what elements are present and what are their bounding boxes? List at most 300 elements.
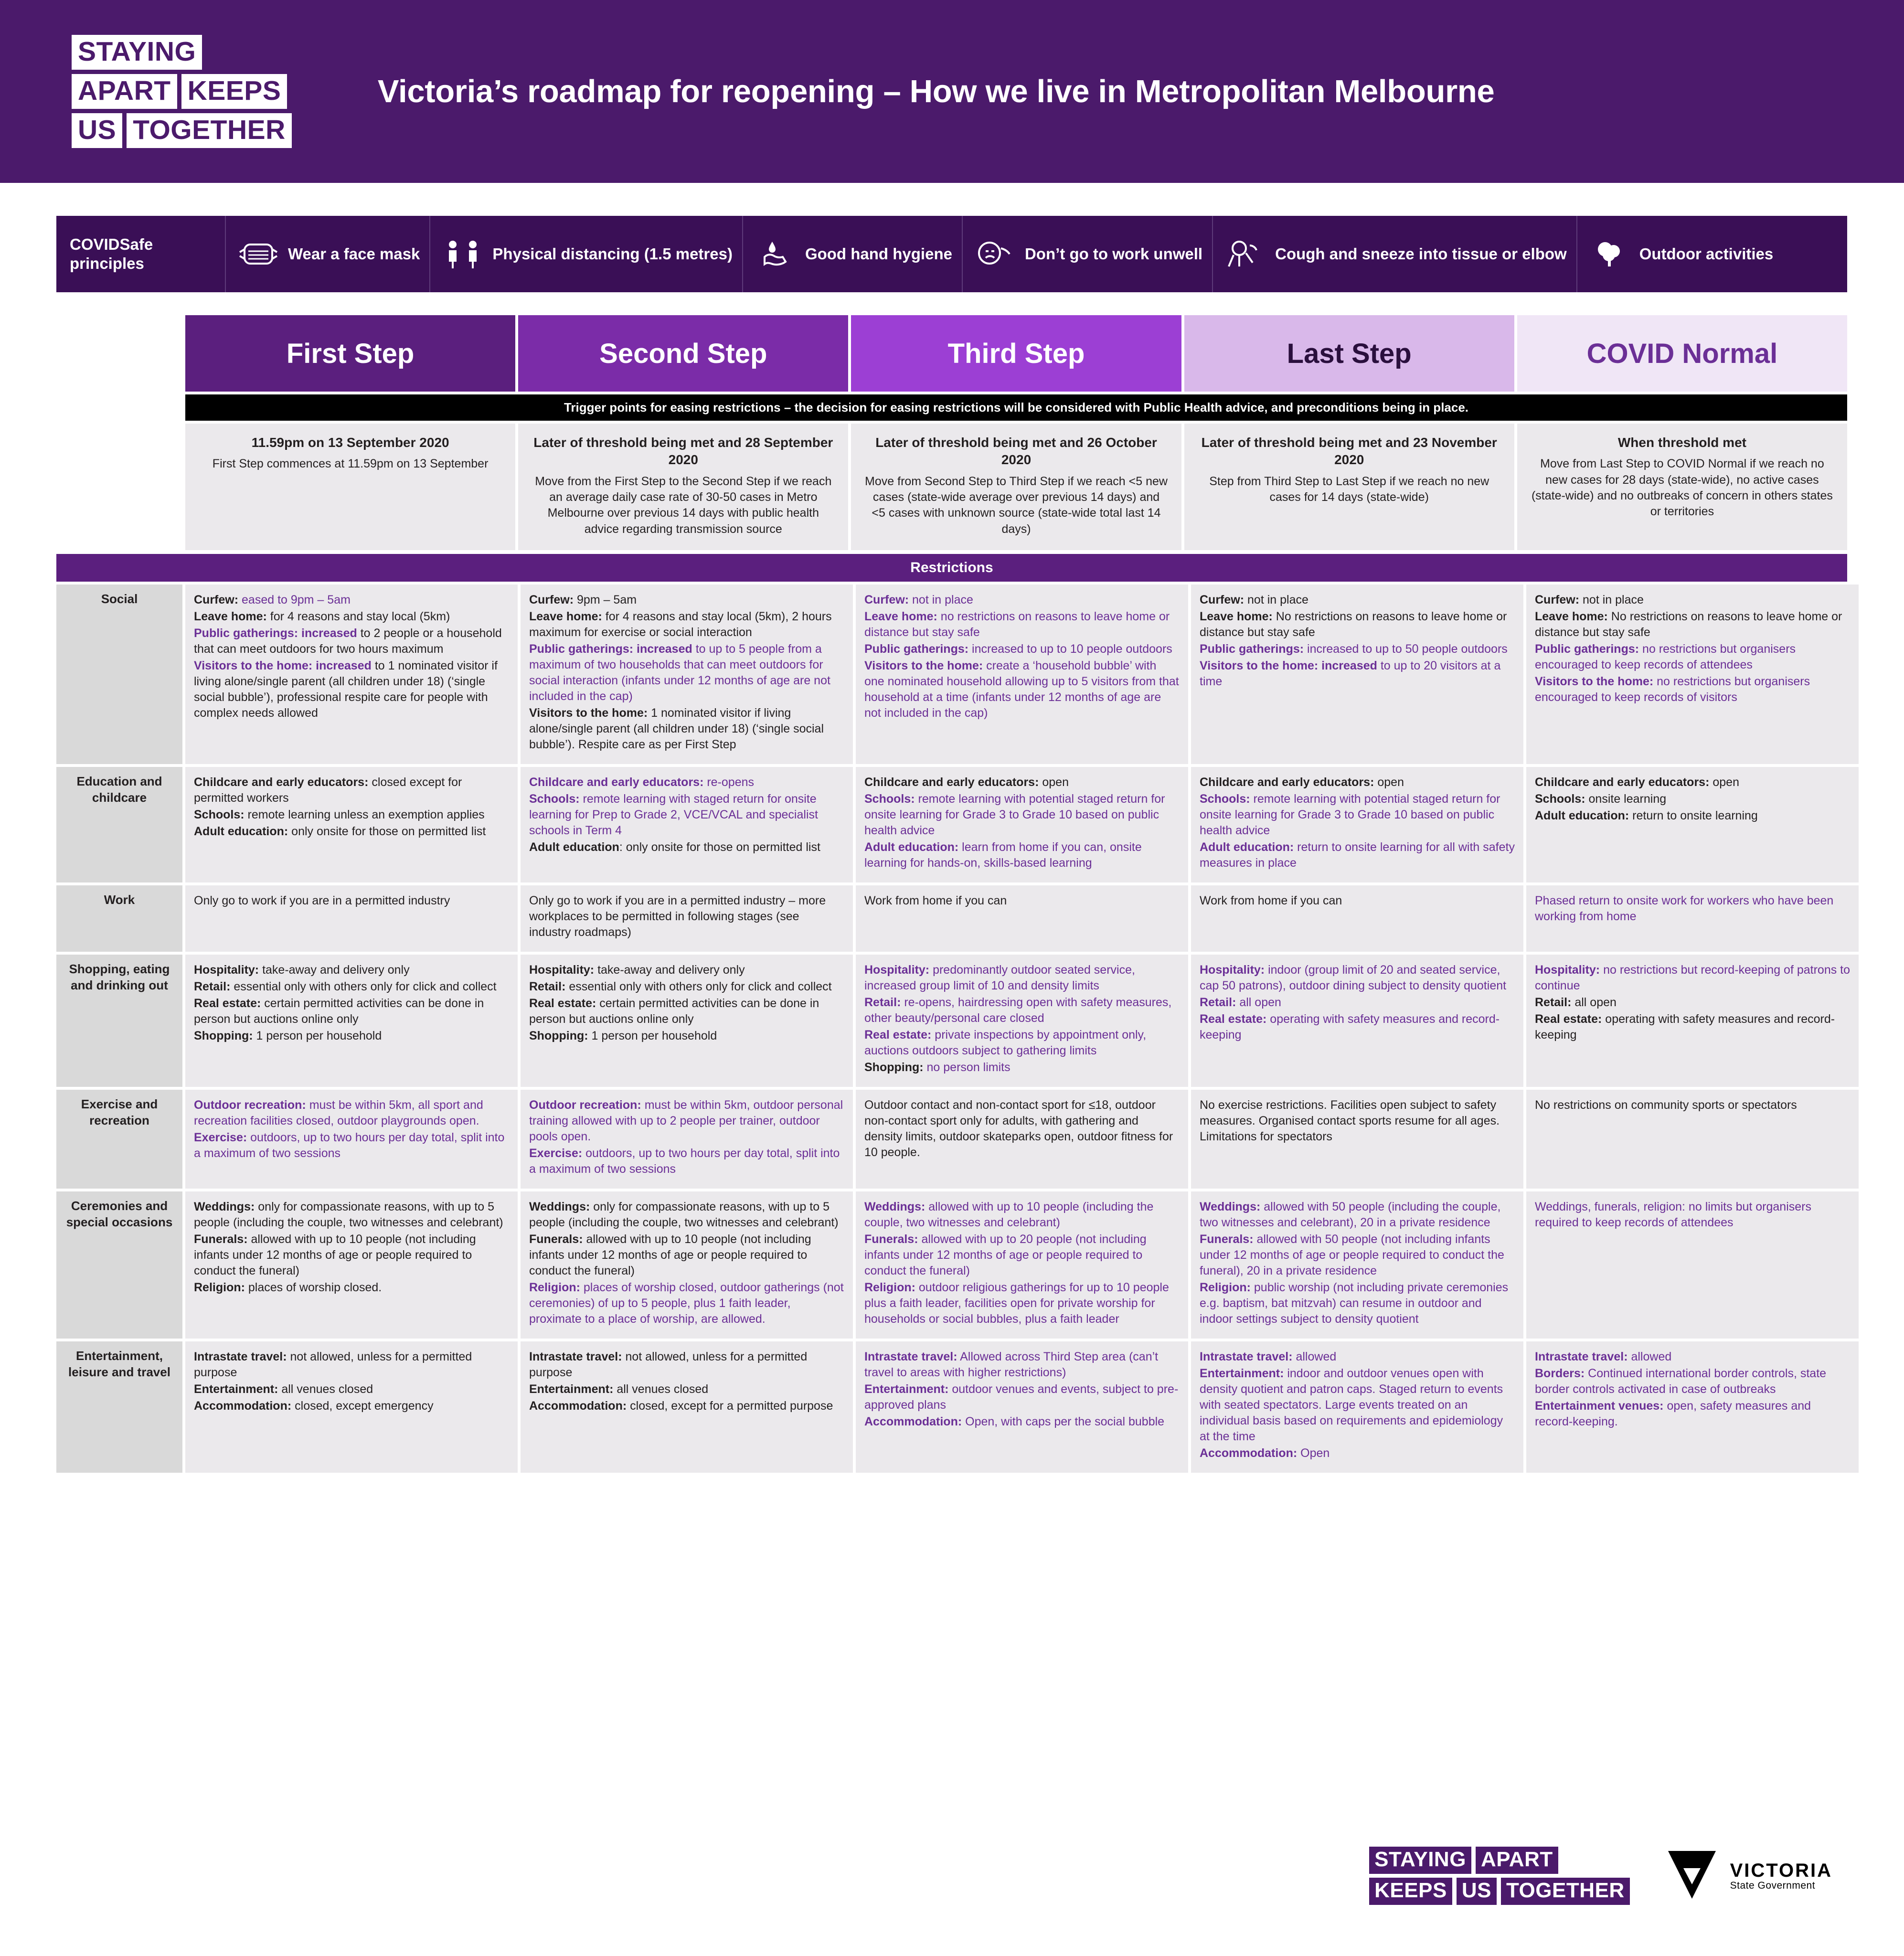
restriction-item-text: open <box>1039 776 1069 789</box>
restriction-item-text: closed, except emergency <box>291 1399 434 1413</box>
restriction-item <box>864 592 1180 608</box>
restriction-item-text: 1 person per household <box>253 1029 382 1042</box>
restriction-item <box>864 1060 1180 1075</box>
principle-label: Physical distancing (1.5 metres) <box>492 245 733 263</box>
restriction-item-text: No exercise restrictions. Facilities open subject to safety measures. Organised contact sports resume for all ages. Limitations for spectators <box>1200 1098 1500 1143</box>
outdoor-tree-icon <box>1587 239 1633 269</box>
restriction-row-shopping-eating-and-drinking-out <box>56 955 1851 1087</box>
restriction-item-label: Leave home: <box>1535 610 1608 623</box>
restriction-item-text: all venues closed <box>613 1382 709 1396</box>
restriction-item-label: Visitors to the home: increased <box>1200 659 1377 672</box>
restriction-item-label: Public gatherings: increased <box>529 642 692 656</box>
logo-word: STAYING <box>1369 1847 1471 1874</box>
restriction-item <box>529 1398 844 1414</box>
restriction-item-text: only for compassionate reasons, with up to 5 people (including the couple, two witnesses and celebrant) <box>194 1200 503 1229</box>
restriction-item-text: Open <box>1297 1446 1330 1460</box>
principle-label: Outdoor activities <box>1639 245 1774 263</box>
restriction-cell <box>1191 885 1523 952</box>
restriction-item-label: Visitors to the home: <box>1535 675 1654 688</box>
logo-row <box>72 113 292 148</box>
logo-row <box>1369 1847 1629 1874</box>
principle-label: Cough and sneeze into tissue or elbow <box>1275 245 1567 263</box>
restriction-item <box>529 1097 844 1145</box>
restriction-item-label: Real estate: <box>1200 1012 1267 1026</box>
restriction-item <box>194 1349 509 1381</box>
restriction-item-text: not in place <box>1244 593 1308 606</box>
restriction-item <box>1535 674 1850 705</box>
restriction-item-text: private inspections by appointment only, auctions outdoors subject to gathering limits <box>864 1028 1147 1057</box>
page-header <box>0 0 1904 183</box>
restriction-item <box>864 962 1180 994</box>
restriction-item <box>1200 658 1515 690</box>
restriction-cell <box>185 767 518 882</box>
restriction-item-text: Outdoor contact and non-contact sport for ≤18, outdoor non-contact sport only for adults, with gathering and density limits, outdoor skateparks open, outdoor fitness for 10 people. <box>864 1098 1173 1159</box>
restriction-item-label: Entertainment: <box>194 1382 278 1396</box>
restriction-item-text: to 1 nominated visitor if living alone/single parent (all children under 18) (‘single social bubble’), professional respite care for people with complex needs allowed <box>194 659 498 720</box>
restriction-row-work <box>56 885 1847 952</box>
restriction-item-label: Accommodation: <box>529 1399 627 1413</box>
restriction-item-text: allowed with up to 20 people (not including infants under 12 months of age or people required to conduct the funeral) <box>864 1233 1147 1277</box>
restriction-item <box>194 1097 509 1129</box>
restriction-item-text: outdoor venues and events, subject to pre-approved plans <box>864 1382 1179 1412</box>
restriction-item-label: Religion: <box>529 1281 580 1294</box>
restriction-item-text: 9pm – 5am <box>574 593 637 606</box>
restriction-cell <box>1526 1090 1859 1189</box>
restriction-item-text: places of worship closed, outdoor gatherings (not ceremonies) of up to 5 people, plus 1 faith leader, proximate to a place of worship, are allowed. <box>529 1281 844 1326</box>
restriction-item-label: Exercise: <box>194 1131 247 1144</box>
restriction-item <box>1200 995 1515 1010</box>
restriction-item-label: Intrastate travel: <box>1200 1350 1293 1363</box>
restriction-item-text: learn from home if you can, onsite learning for hands-on, skills-based learning <box>864 840 1142 870</box>
restriction-item-label: Accommodation: <box>864 1415 962 1428</box>
trigger-cell-covid-normal <box>1517 424 1847 550</box>
restriction-cell <box>521 1090 853 1189</box>
principle-face-mask <box>226 216 430 292</box>
row-label: Exercise and recreation <box>56 1090 182 1189</box>
restriction-cell <box>185 1090 518 1189</box>
restriction-item-text: certain permitted activities can be done in person but auctions online only <box>194 997 484 1026</box>
restriction-item <box>1535 1366 1850 1397</box>
restriction-cell <box>185 585 518 764</box>
restriction-item <box>864 840 1180 871</box>
restriction-item <box>1200 1097 1515 1145</box>
victoria-title: VICTORIA <box>1730 1860 1832 1881</box>
restriction-item <box>864 1097 1180 1160</box>
restriction-item-text: operating with safety measures and record-keeping <box>1535 1012 1835 1042</box>
restriction-item <box>194 1028 509 1044</box>
restriction-item <box>864 995 1180 1026</box>
restriction-cell <box>856 585 1188 764</box>
row-label: Education and childcare <box>56 767 182 882</box>
logo-row <box>72 35 292 70</box>
restriction-item-text: Only go to work if you are in a permitted industry – more workplaces to be permitted in following stages (see industry roadmaps) <box>529 894 826 939</box>
restriction-item-label: Real estate: <box>529 997 596 1010</box>
restriction-item-text: allowed <box>1627 1350 1672 1363</box>
step-header-third: Third Step <box>851 315 1181 392</box>
principle-physical-distancing <box>430 216 743 292</box>
restriction-item <box>529 1349 844 1381</box>
restriction-item-text: for 4 reasons and stay local (5km) <box>266 610 450 623</box>
logo-word: KEEPS <box>1369 1878 1452 1905</box>
restriction-item-label: Entertainment venues: <box>1535 1399 1664 1413</box>
face-mask-icon <box>235 241 281 267</box>
restriction-item-label: Curfew: <box>864 593 909 606</box>
restriction-item-text: to 2 people or a household that can meet outdoors for two hours maximum <box>194 627 502 656</box>
step-header-covid-normal: COVID Normal <box>1517 315 1847 392</box>
restriction-item-text: 1 person per household <box>588 1029 717 1042</box>
restriction-item-label: Funerals: <box>864 1233 918 1246</box>
restriction-item <box>529 840 844 855</box>
restriction-cell <box>856 955 1188 1087</box>
restriction-cell <box>521 955 853 1087</box>
restriction-item <box>1200 1366 1515 1445</box>
restriction-item-text: to up to 20 visitors at a time <box>1200 659 1501 688</box>
restriction-item <box>529 609 844 640</box>
row-label: Ceremonies and special occasions <box>56 1191 182 1339</box>
restriction-item-text: Work from home if you can <box>1200 894 1342 907</box>
restriction-item-text: not allowed, unless for a permitted purpose <box>194 1350 472 1379</box>
restriction-item-label: Exercise: <box>529 1147 583 1160</box>
restriction-cell <box>1526 1341 1859 1473</box>
restriction-cell <box>521 767 853 882</box>
restriction-item <box>864 1414 1180 1430</box>
restriction-item-text: return to onsite learning for all with safety measures in place <box>1200 840 1515 870</box>
restriction-item <box>1535 1349 1850 1365</box>
restriction-item-text: allowed with up to 10 people (not including infants under 12 months of age or people required to conduct the funeral) <box>529 1233 811 1277</box>
restriction-item-label: Adult education: <box>194 825 288 838</box>
steps-header-row <box>185 315 1847 392</box>
restriction-item <box>529 592 844 608</box>
restriction-item <box>194 824 509 840</box>
restriction-item-text: only onsite for those on permitted list <box>288 825 486 838</box>
restriction-item-text: not in place <box>1579 593 1644 606</box>
restriction-item-text: 1 nominated visitor if living alone/single parent (all children under 18) (‘single social bubble’). Respite care as per First Step <box>529 706 824 751</box>
unwell-person-icon <box>972 239 1018 269</box>
restriction-item <box>529 791 844 839</box>
restriction-item-label: Childcare and early educators: <box>1200 776 1374 789</box>
restriction-item-label: Childcare and early educators: <box>864 776 1039 789</box>
restriction-item <box>529 1280 844 1327</box>
restriction-item-text: outdoors, up to two hours per day total, split into a maximum of two sessions <box>529 1147 840 1176</box>
restriction-item-label: Weddings: <box>194 1200 255 1213</box>
restriction-item-text: Weddings, funerals, religion: no limits but organisers required to keep records of attendees <box>1535 1200 1811 1229</box>
restriction-cell <box>1191 1341 1523 1473</box>
victoria-chevron-icon <box>1663 1846 1721 1906</box>
page-title: Victoria’s roadmap for reopening – How we live in Metropolitan Melbourne <box>377 74 1495 109</box>
restriction-item-label: Borders: <box>1535 1367 1585 1380</box>
restriction-item-label: Visitors to the home: increased <box>194 659 372 672</box>
restriction-cell <box>856 767 1188 882</box>
restriction-item-label: Retail: <box>529 980 566 993</box>
restriction-item-text: No restrictions on reasons to leave home or distance but stay safe <box>1535 610 1842 639</box>
restriction-item-text: take-away and delivery only <box>259 963 410 977</box>
restriction-item-label: Intrastate travel: <box>1535 1350 1628 1363</box>
restriction-item-text: no person limits <box>923 1061 1011 1074</box>
trigger-cell-first <box>185 424 515 550</box>
restriction-item-label: Curfew: <box>529 593 574 606</box>
restriction-item-text: take-away and delivery only <box>594 963 745 977</box>
restriction-item-text: must be within 5km, all sport and recreation facilities closed, outdoor playgrounds open. <box>194 1098 483 1127</box>
restriction-item <box>1535 1398 1850 1430</box>
restriction-item-label: Real estate: <box>1535 1012 1602 1026</box>
restriction-item-text: no restrictions but organisers encouraged to keep records of attendees <box>1535 642 1796 671</box>
restriction-item <box>194 658 509 721</box>
restriction-item-text: Phased return to onsite work for workers who have been working from home <box>1535 894 1834 923</box>
restriction-item-label: Leave home: <box>529 610 602 623</box>
restriction-item-text: open <box>1374 776 1404 789</box>
principle-dont-work-unwell <box>963 216 1213 292</box>
restriction-item-text: no restrictions on reasons to leave home or distance but stay safe <box>864 610 1170 639</box>
restriction-item <box>529 996 844 1027</box>
restriction-item-text: increased to up to 10 people outdoors <box>968 642 1172 656</box>
victoria-state-government-logo <box>1663 1846 1832 1906</box>
restriction-item-label: Weddings: <box>864 1200 925 1213</box>
restriction-cell <box>521 885 853 952</box>
restriction-item <box>864 893 1180 909</box>
row-label: Work <box>56 885 182 952</box>
restriction-item-label: Leave home: <box>194 610 267 623</box>
restriction-row-ceremonies-and-special-occasions <box>56 1191 1847 1339</box>
restriction-item-text: eased to 9pm – 5am <box>238 593 351 606</box>
principle-outdoor-activities <box>1577 216 1783 292</box>
restriction-cell <box>1526 1191 1859 1339</box>
restriction-item-label: Retail: <box>194 980 231 993</box>
restriction-item-label: Leave home: <box>1200 610 1273 623</box>
restriction-item-text: Open, with caps per the social bubble <box>962 1415 1165 1428</box>
restriction-item <box>529 962 844 978</box>
restriction-item-label: Weddings: <box>529 1200 590 1213</box>
restriction-item-text: closed except for permitted workers <box>194 776 462 805</box>
restriction-item <box>529 1199 844 1231</box>
restriction-cell <box>1526 885 1859 952</box>
restriction-item-label: Funerals: <box>1200 1233 1254 1246</box>
restriction-item-label: Outdoor recreation: <box>529 1098 641 1112</box>
restriction-cell <box>1526 585 1859 764</box>
restrictions-rows <box>56 585 1851 1473</box>
restriction-item <box>529 893 844 940</box>
restriction-item <box>1535 1097 1850 1113</box>
restriction-item-label: Retail: <box>1535 996 1572 1009</box>
logo-word: KEEPS <box>181 74 287 109</box>
restriction-item-text: remote learning with potential staged return for onsite learning for Grade 3 to Grade 10 based on public health advice <box>1200 792 1500 837</box>
logo-word: APART <box>72 74 177 109</box>
restriction-item <box>194 1232 509 1279</box>
roadmap-grid <box>56 315 1851 1473</box>
restriction-cell <box>185 1191 518 1339</box>
restriction-item <box>194 1382 509 1397</box>
restriction-item-label: Childcare and early educators: <box>1535 776 1710 789</box>
trigger-title: Later of threshold being met and 23 November 2020 <box>1201 435 1497 468</box>
restriction-item-label: Religion: <box>1200 1281 1251 1294</box>
restriction-item-text: allowed with up to 10 people (not including infants under 12 months of age or people required to conduct the funeral) <box>194 1233 476 1277</box>
restriction-item-label: Entertainment: <box>529 1382 614 1396</box>
restriction-cell <box>185 885 518 952</box>
page-footer <box>0 1796 1904 1956</box>
restriction-item <box>1200 609 1515 640</box>
covidsafe-principles-bar <box>56 216 1847 292</box>
restriction-item-label: Real estate: <box>864 1028 932 1042</box>
restriction-item <box>1535 995 1850 1010</box>
restriction-item <box>1200 1280 1515 1327</box>
logo-word: US <box>72 113 122 148</box>
row-label: Entertainment, leisure and travel <box>56 1341 182 1473</box>
trigger-title: When threshold met <box>1617 435 1746 450</box>
restriction-item <box>194 893 509 909</box>
restriction-item-label: Public gatherings: increased <box>194 627 357 640</box>
restriction-item-label: Adult education: <box>1535 809 1629 822</box>
restriction-item <box>864 1349 1180 1381</box>
restriction-item-label: Public gatherings: <box>864 642 969 656</box>
restriction-item <box>194 962 509 978</box>
restriction-item-label: Schools: <box>864 792 915 806</box>
logo-row <box>1369 1878 1629 1905</box>
restriction-item <box>864 1199 1180 1231</box>
restriction-item-text: public worship (not including private ceremonies e.g. baptism, bat mitzvah) can resume in outdoor and indoor settings subject to density quotient <box>1200 1281 1509 1326</box>
restriction-item-text: to up to 5 people from a maximum of two households that can meet outdoors for social interaction (infants under 12 months of age are not included in the cap) <box>529 642 830 703</box>
restriction-item-text: create a ‘household bubble’ with one nominated household allowing up to 5 visitors from that household at a time (infants under 12 months of age are not included in the cap) <box>864 659 1179 720</box>
restriction-item <box>864 1280 1180 1327</box>
logo-word: TOGETHER <box>1501 1878 1630 1905</box>
restriction-item-text: Work from home if you can <box>864 894 1007 907</box>
restriction-cell <box>856 885 1188 952</box>
restriction-cell <box>1526 955 1859 1087</box>
restriction-item <box>194 996 509 1027</box>
restriction-item <box>194 775 509 806</box>
step-header-first: First Step <box>185 315 515 392</box>
restriction-item <box>864 1382 1180 1413</box>
restriction-item-label: Public gatherings: <box>1200 642 1304 656</box>
trigger-title: Later of threshold being met and 28 September 2020 <box>533 435 833 468</box>
restriction-cell <box>1191 1191 1523 1339</box>
restriction-item-label: Accommodation: <box>1200 1446 1298 1460</box>
restriction-item-label: Curfew: <box>1200 593 1245 606</box>
restriction-cell <box>185 955 518 1087</box>
restriction-item <box>864 1027 1180 1059</box>
restriction-item-label: Adult education <box>529 840 619 854</box>
restriction-item-text: allowed with 50 people (not including infants under 12 months of age or people required to conduct the funeral), 20 in a private residence <box>1200 1233 1504 1277</box>
physical-distancing-icon <box>440 239 486 269</box>
restriction-item <box>194 1398 509 1414</box>
restriction-item-label: Schools: <box>529 792 580 806</box>
restriction-item-label: Entertainment: <box>864 1382 949 1396</box>
restriction-item-text: not in place <box>909 593 973 606</box>
restriction-row-entertainment-leisure-and-travel <box>56 1341 1847 1473</box>
restrictions-banner: Restrictions <box>56 554 1847 582</box>
restriction-cell <box>1191 585 1523 764</box>
restriction-item <box>1200 791 1515 839</box>
restriction-item <box>194 609 509 625</box>
trigger-body: First Step commences at 11.59pm on 13 September <box>212 457 489 471</box>
restriction-item-text: Continued international border controls, state border controls activated in case of outbreaks <box>1535 1367 1827 1396</box>
restriction-item-label: Curfew: <box>194 593 239 606</box>
victoria-subtitle: State Government <box>1730 1880 1816 1891</box>
footer-staying-apart-logo <box>1369 1847 1629 1905</box>
restriction-item-text: all open <box>1571 996 1617 1009</box>
restriction-item <box>1200 1446 1515 1461</box>
restriction-item-text: essential only with others only for click and collect <box>230 980 497 993</box>
restriction-item-text: places of worship closed. <box>245 1281 382 1294</box>
restriction-item-label: Real estate: <box>194 997 261 1010</box>
restriction-item <box>864 775 1180 790</box>
restriction-item-label: Schools: <box>194 808 245 821</box>
restriction-item <box>1200 1349 1515 1365</box>
restriction-item <box>1200 1199 1515 1231</box>
restriction-item <box>529 1382 844 1397</box>
restriction-item-label: Visitors to the home: <box>529 706 648 720</box>
restriction-item-label: Schools: <box>1200 792 1250 806</box>
restriction-cell <box>856 1341 1188 1473</box>
restriction-item-text: certain permitted activities can be done in person but auctions online only <box>529 997 819 1026</box>
restriction-item <box>864 1232 1180 1279</box>
restriction-item <box>529 1146 844 1177</box>
restriction-item-label: Childcare and early educators: <box>194 776 369 789</box>
restriction-item-text: all venues closed <box>278 1382 373 1396</box>
restriction-item-text: allowed with 50 people (including the couple, two witnesses and celebrant), 20 in a private residence <box>1200 1200 1501 1229</box>
restriction-item <box>529 1232 844 1279</box>
restriction-item-text: must be within 5km, outdoor personal training allowed with up to 2 people per trainer, outdoor pools open. <box>529 1098 843 1143</box>
restriction-item <box>1200 893 1515 909</box>
restriction-row-social <box>56 585 1847 764</box>
restriction-item <box>529 705 844 753</box>
restriction-item-text: allowed with up to 10 people (including the couple, two witnesses and celebrant) <box>864 1200 1154 1229</box>
restriction-item <box>194 1130 509 1161</box>
logo-word: TOGETHER <box>127 113 292 148</box>
restriction-cell <box>521 1341 853 1473</box>
principles-title: COVIDSafe principles <box>56 216 226 292</box>
restriction-item <box>1535 641 1850 673</box>
restriction-item-text: remote learning unless an exemption applies <box>244 808 485 821</box>
restriction-item <box>864 791 1180 839</box>
restriction-item-text: outdoors, up to two hours per day total, split into a maximum of two sessions <box>194 1131 505 1160</box>
row-label: Shopping, eating and drinking out <box>56 955 182 1087</box>
trigger-title: 11.59pm on 13 September 2020 <box>251 435 449 450</box>
restriction-item <box>864 658 1180 721</box>
restriction-item-text: No restrictions on reasons to leave home or distance but stay safe <box>1200 610 1507 639</box>
restriction-item-label: Retail: <box>864 996 901 1009</box>
restriction-item-text: No restrictions on community sports or spectators <box>1535 1098 1797 1112</box>
restriction-item-text: for 4 reasons and stay local (5km), 2 hours maximum for exercise or social interaction <box>529 610 832 639</box>
trigger-cell-third <box>851 424 1181 550</box>
restriction-item-label: Funerals: <box>194 1233 248 1246</box>
restriction-item <box>529 775 844 790</box>
restriction-item-label: Entertainment: <box>1200 1367 1284 1380</box>
step-header-last: Last Step <box>1184 315 1514 392</box>
restriction-item-label: Religion: <box>194 1281 245 1294</box>
restriction-item-label: Hospitality: <box>1200 963 1265 977</box>
restriction-item-label: Shopping: <box>194 1029 253 1042</box>
restriction-item <box>529 979 844 995</box>
restriction-item-text: only for compassionate reasons, with up to 5 people (including the couple, two witnesses and celebrant) <box>529 1200 839 1229</box>
staying-apart-logo <box>72 35 292 148</box>
restriction-item-label: Visitors to the home: <box>864 659 983 672</box>
restriction-item-label: Intrastate travel: <box>864 1350 957 1363</box>
restriction-item-text: open, safety measures and record-keeping. <box>1535 1399 1811 1428</box>
restriction-item <box>194 1199 509 1231</box>
restriction-row-exercise-and-recreation <box>56 1090 1847 1189</box>
restriction-item-label: Hospitality: <box>194 963 259 977</box>
step-header-second: Second Step <box>518 315 848 392</box>
restriction-item-text: increased to up to 50 people outdoors <box>1304 642 1508 656</box>
trigger-body: Move from Last Step to COVID Normal if we reach no new cases for 28 days (state-wide), no active cases (state-wide) and no outbreaks of concern in others states or territories <box>1531 457 1833 519</box>
restriction-item-text: outdoor religious gatherings for up to 10 people plus a faith leader, facilities open for private worship for households or social bubbles, plus a faith leader <box>864 1281 1169 1326</box>
principle-label: Good hand hygiene <box>805 245 952 263</box>
restriction-item <box>1535 791 1850 807</box>
logo-row <box>72 74 292 109</box>
logo-word: US <box>1457 1878 1497 1905</box>
restriction-item-label: Hospitality: <box>529 963 595 977</box>
restriction-item-text: indoor (group limit of 20 and seated service, cap 50 patrons), outdoor dining subject to density quotient <box>1200 963 1507 992</box>
restriction-cell <box>521 585 853 764</box>
